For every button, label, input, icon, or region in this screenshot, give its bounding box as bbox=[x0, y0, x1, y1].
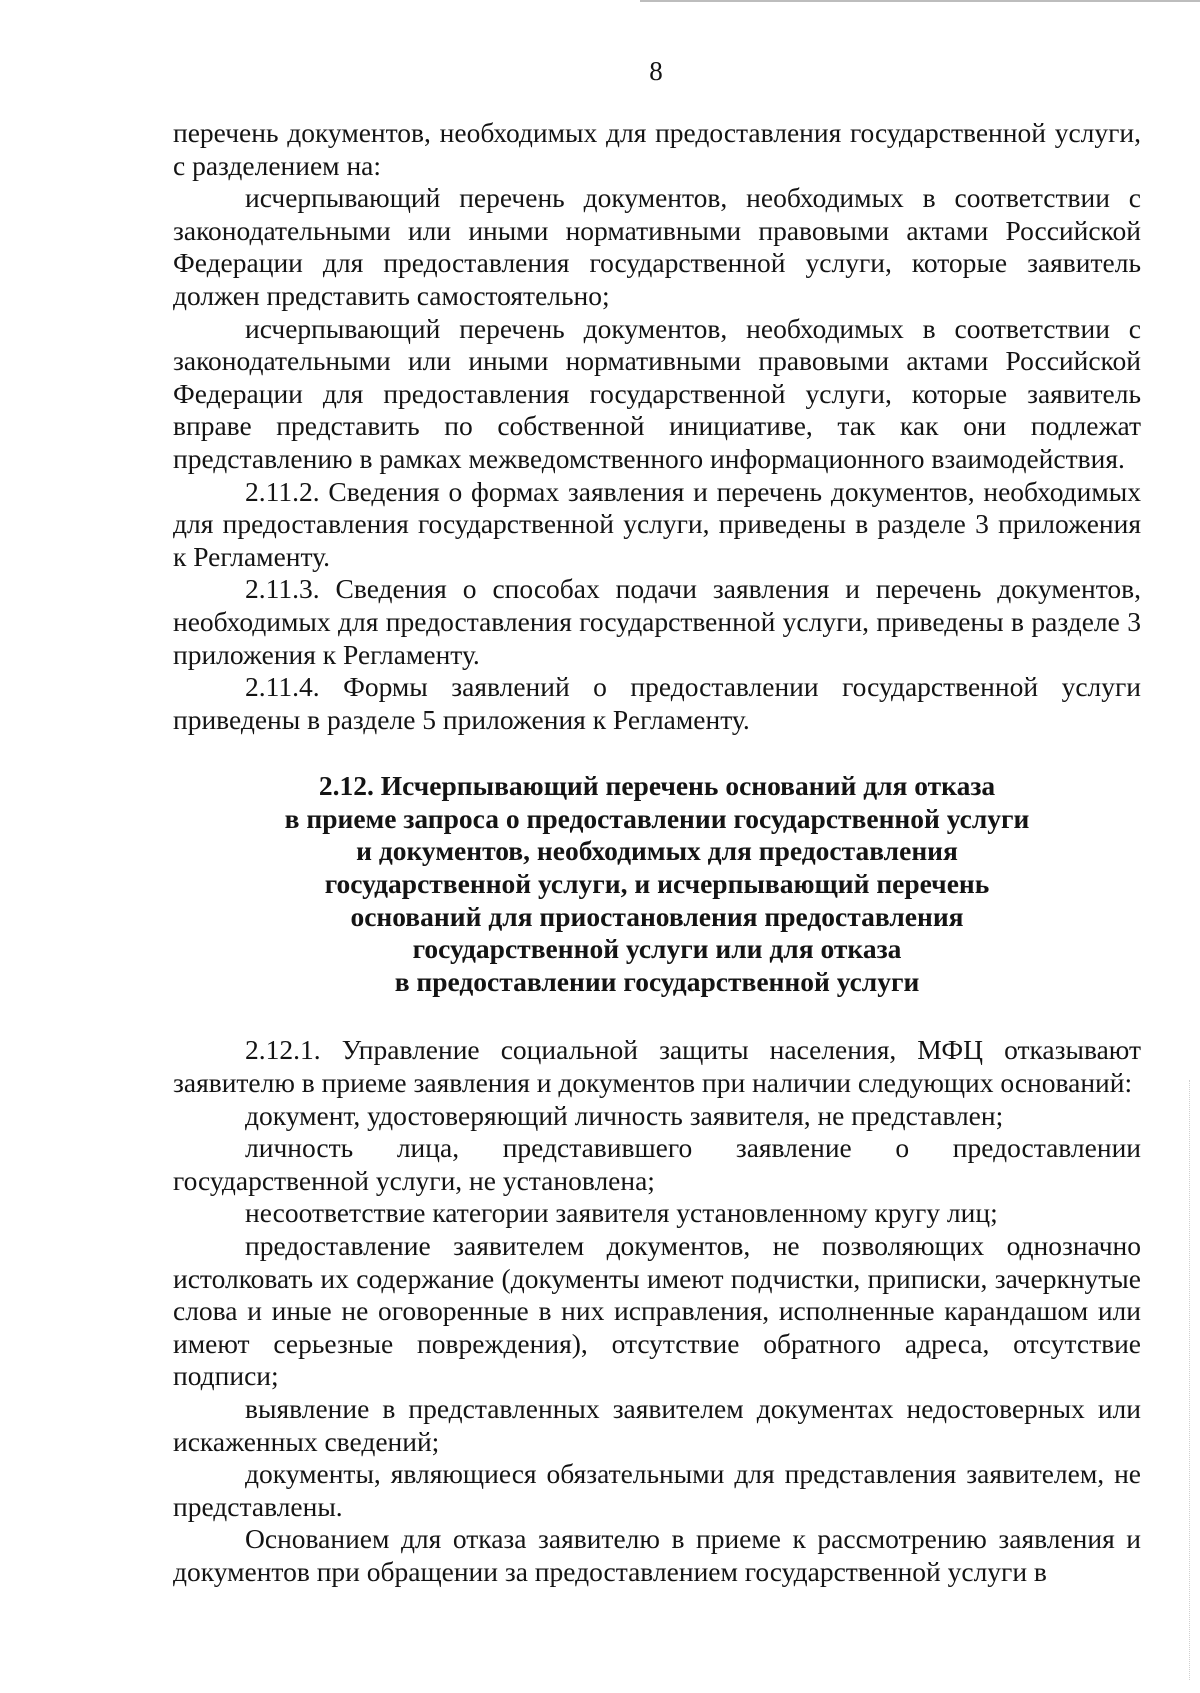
heading-line-1: 2.12. Исчерпывающий перечень оснований для отказа bbox=[318, 770, 996, 802]
heading-line-7: в предоставлении государственной услуги bbox=[394, 965, 920, 997]
section-heading-2-12 bbox=[173, 770, 1141, 998]
refusal-ground-5: выявление в представленных заявителем документах недостоверных или искаженных сведений; bbox=[173, 1392, 1141, 1457]
clause-2-11-4: 2.11.4. Формы заявлений о предоставлении государственной услуги приведены в разделе 5 приложения к Регламенту. bbox=[173, 671, 1141, 735]
heading-line-2: в приеме запроса о предоставлении государственной услуги bbox=[284, 802, 1030, 834]
heading-line-6: государственной услуги или для отказа bbox=[412, 933, 902, 965]
refusal-ground-3: несоответствие категории заявителя установленному кругу лиц; bbox=[245, 1197, 998, 1229]
refusal-ground-4: предоставление заявителем документов, не позволяющих однозначно истолковать их содержание (документы имеют подчистки, приписки, зачеркнутые слова и иные не оговоренные в них исправления, исполненные карандашом или имеют серьезные повреждения), отсутствие обратного адреса, отсутствие подписи; bbox=[173, 1230, 1141, 1392]
intro-paragraph-1: перечень документов, необходимых для предоставления государственной услуги, с разделением на: bbox=[173, 117, 1141, 181]
refusal-ground-1: документ, удостоверяющий личность заявителя, не представлен; bbox=[245, 1099, 1004, 1131]
page-number: 8 bbox=[649, 56, 663, 86]
heading-line-3: и документов, необходимых для предоставления bbox=[356, 835, 958, 867]
clause-2-12-1: 2.12.1. Управление социальной защиты населения, МФЦ отказывают заявителю в приеме заявления и документов при наличии следующих оснований: bbox=[173, 1034, 1141, 1099]
refusal-ground-2: личность лица, представившего заявление о предоставлении государственной услуги, не установлена; bbox=[173, 1132, 1141, 1196]
heading-line-4: государственной услуги, и исчерпывающий перечень bbox=[324, 868, 990, 900]
clause-2-11-3: 2.11.3. Сведения о способах подачи заявления и перечень документов, необходимых для предоставления государственной услуги, приведены в разделе 3 приложения к Регламенту. bbox=[173, 573, 1141, 670]
refusal-basis-paragraph: Основанием для отказа заявителю в приеме к рассмотрению заявления и документов при обращении за предоставлением государственной услуги в bbox=[173, 1523, 1141, 1587]
scan-right-edge bbox=[1189, 1080, 1190, 1680]
clause-2-11-2: 2.11.2. Сведения о формах заявления и перечень документов, необходимых для предоставления государственной услуги, приведены в разделе 3 приложения к Регламенту. bbox=[173, 475, 1141, 572]
scan-top-edge bbox=[640, 0, 1200, 2]
intro-paragraph-2: исчерпывающий перечень документов, необходимых в соответствии с законодательными или иными нормативными правовыми актами Российской Федерации для предоставления государственной услуги, которые заявитель должен представить самостоятельно; bbox=[173, 182, 1141, 311]
intro-paragraph-3: исчерпывающий перечень документов, необходимых в соответствии с законодательными или иными нормативными правовыми актами Российской Федерации для предоставления государственной услуги, которые заявитель вправе представить по собственной инициативе, так как они подлежат представлению в рамках межведомственного информационного взаимодействия. bbox=[173, 312, 1141, 474]
heading-line-5: оснований для приостановления предоставления bbox=[350, 900, 964, 932]
refusal-ground-6: документы, являющиеся обязательными для представления заявителем, не представлены. bbox=[173, 1458, 1141, 1522]
document-body bbox=[173, 117, 1141, 1589]
